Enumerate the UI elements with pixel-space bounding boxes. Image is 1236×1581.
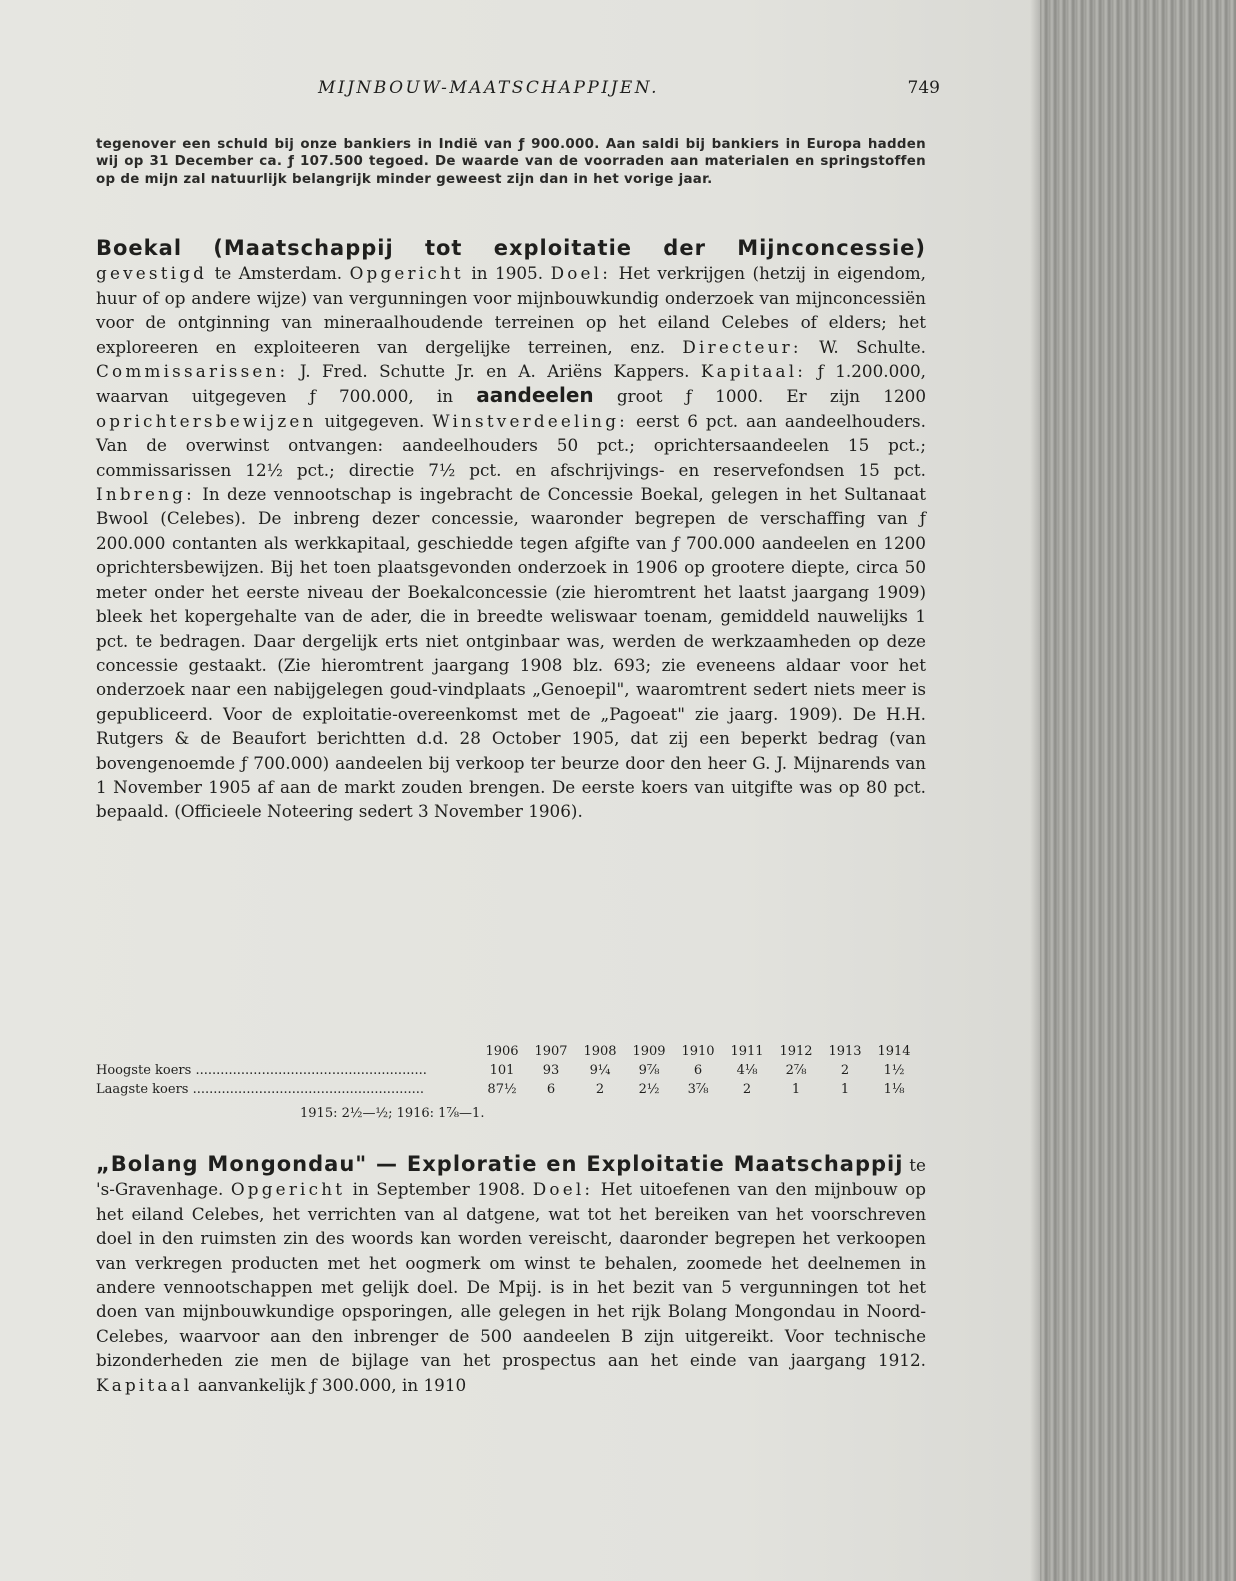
table-cell: 2 [742, 1082, 752, 1097]
table-cell: 6 [693, 1063, 703, 1078]
bold-word: aandeelen [476, 383, 594, 408]
year-cell: 1908 [583, 1044, 617, 1059]
entry-boekal: Boekal (Maatschappij tot exploitatie der Mijnconcessie) gevestigd te Amsterdam. Opgericht in 1905. Doel: Het verkrijgen (hetzij in eigendom, huur of op andere wijze) van vergunningen voor mijnbouwkundig onderzoek van mijnconcessiën voor de ontginning van mineraalhoudende terreinen op het eiland Celebes of elders; het exploreeren en exploiteeren van dergelijke terreinen, enz. Directeur: W. Schulte. Commissarissen: J. Fred. Schutte Jr. en A. Ariëns Kappers. Kapitaal: ƒ 1.200.000, waarvan uitgegeven ƒ 700.000, in aandeelen groot ƒ 1000. Er zijn 1200 oprichtersbewijzen uitgegeven. Winstverdeeling: eerst 6 pct. aan aandeelhouders. Van de overwinst ontvangen: aandeelhouders 50 pct.; oprichtersaandeelen 15 pct.; commissarissen 12½ pct.; directie 7½ pct. en afschrijvings- en reservefondsen 15 pct. Inbreng: In deze vennootschap is ingebracht de Concessie Boekal, gelegen in het Sultanaat Bwool (Celebes). De inbreng dezer concessie, waaronder begrepen de verschaffing van ƒ 200.000 contanten als werkkapitaal, geschiedde tegen afgifte van ƒ 700.000 aandeelen en 1200 oprichtersbewijzen. Bij het toen plaatsgevonden onderzoek in 1906 op grootere diepte, circa 50 meter onder het eerste niveau der Boekalconcessie (zie hieromtrent het laatst jaargang 1909) bleek het kopergehalte van de ader, die in breedte weliswaar toenam, gemiddeld nauwelijks 1 pct. te bedragen. Daar dergelijk erts niet ontginbaar was, werden de werkzaamheden op deze concessie gestaakt. (Zie hieromtrent jaargang 1908 blz. 693; zie eveneens aldaar voor het onderzoek naar een nabijgelegen goud-vindplaats „Genoepil", waaromtrent sedert niets meer is gepubliceerd. Voor de exploitatie-overeenkomst met de „Pagoeat" zie jaarg. 1909). De H.H. Rutgers & de Beaufort berichtten d.d. 28 October 1905, dat zij een beperkt bedrag (van bovengenoemde ƒ 700.000) aandeelen bij verkoop ter beurze door den heer G. J. Mijnarends van 1 November 1905 af aan de markt zouden brengen. De eerste koers van uitgifte was op 80 pct. bepaald. (Officieele Noteering sedert 3 November 1906). [96, 236, 927, 822]
field-key: Winstverdeeling: [432, 410, 628, 431]
running-header [300, 78, 940, 104]
table-cell: 9¼ [589, 1063, 611, 1078]
field-key: Opgericht [349, 263, 464, 284]
field-key: Kapitaal [96, 1374, 193, 1395]
row-label: Laagste koers ........................................................ [96, 1082, 425, 1097]
table-cell: 2 [840, 1063, 850, 1078]
table-cell: 93 [542, 1063, 560, 1078]
year-cell: 1914 [877, 1044, 911, 1059]
field-key: Commissarissen: [96, 361, 289, 382]
table-cell: 2⅞ [785, 1063, 807, 1078]
field-key: gevestigd [96, 263, 208, 284]
year-row [96, 1042, 926, 1061]
field-key: Inbreng: [96, 484, 195, 505]
field-key: Opgericht [230, 1179, 346, 1200]
field-key: Kapitaal: [700, 361, 807, 382]
field-key: Doel: [532, 1179, 594, 1200]
entry-bolang-mongondau: „Bolang Mongondau" — Exploratie en Exploitatie Maatschappij te 's-Gravenhage. Opgericht in September 1908. Doel: Het uitoefenen van den mijnbouw op het eiland Celebes, het verrichten van al datgene, wat tot het bereiken van het voorschreven doel in den ruimsten zin des woords kan worden vereischt, daaronder begrepen het verkoopen van verkregen producten met het oogmerk om winst te behalen, zoomede het deelnemen in andere vennootschappen met gelijk doel. De Mpij. is in het bezit van 5 vergunningen tot het doen van mijnbouwkundige opsporingen, alle gelegen in het rijk Bolang Mongondau in Noord-Celebes, waarvoor aan den inbrenger de 500 aandeelen B zijn uitgereikt. Voor technische bizonderheden zie men de bijlage van het prospectus aan het einde van jaargang 1912. Kapitaal aanvankelijk ƒ 300.000, in 1910 [96, 1152, 926, 1395]
table-cell: 1 [791, 1082, 801, 1097]
header-title: MIJNBOUW-MAATSCHAPPIJEN. [318, 78, 659, 98]
table-row [96, 1080, 926, 1099]
table-cell: 9⅞ [638, 1063, 660, 1078]
year-cell: 1907 [534, 1044, 568, 1059]
page-number: 749 [907, 78, 940, 98]
table-cell: 6 [546, 1082, 556, 1097]
price-table [96, 1042, 926, 1099]
field-key: Directeur: [682, 336, 802, 357]
company-name: Boekal (Maatschappij tot exploitatie der Mijnconcessie) [96, 236, 926, 260]
table-cell: 87½ [487, 1082, 517, 1097]
continued-paragraph: tegenover een schuld bij onze bankiers in Indië van ƒ 900.000. Aan saldi bij bankiers in Europa hadden wij op 31 December ca. ƒ 107.500 tegoed. De waarde van de voorraden aan materialen en springstoffen op de mijn zal natuurlijk belangrijk minder geweest zijn dan in het vorige jaar. [96, 137, 926, 187]
table-cell: 4⅛ [736, 1063, 758, 1078]
year-cell: 1911 [730, 1044, 764, 1059]
table-cell: 1⅛ [883, 1082, 905, 1097]
page-stack-edge [1040, 0, 1236, 1581]
table-cell: 2½ [638, 1082, 660, 1097]
company-name: „Bolang Mongondau" — Exploratie en Exploitatie Maatschappij [96, 1152, 904, 1176]
later-prices: 1915: 2½—½; 1916: 1⅞—1. [300, 1106, 485, 1121]
field-key: Doel: [550, 263, 612, 284]
table-cell: 1½ [883, 1063, 905, 1078]
row-label: Hoogste koers ........................................................ [96, 1063, 427, 1078]
field-key: oprichtersbewijzen [96, 410, 317, 431]
table-cell: 1 [840, 1082, 850, 1097]
year-cell: 1910 [681, 1044, 715, 1059]
table-cell: 101 [489, 1063, 515, 1078]
table-row [96, 1061, 926, 1080]
year-cell: 1909 [632, 1044, 666, 1059]
year-cell: 1912 [779, 1044, 813, 1059]
table-cell: 2 [595, 1082, 605, 1097]
year-cell: 1913 [828, 1044, 862, 1059]
table-cell: 3⅞ [687, 1082, 709, 1097]
year-cell: 1906 [485, 1044, 519, 1059]
